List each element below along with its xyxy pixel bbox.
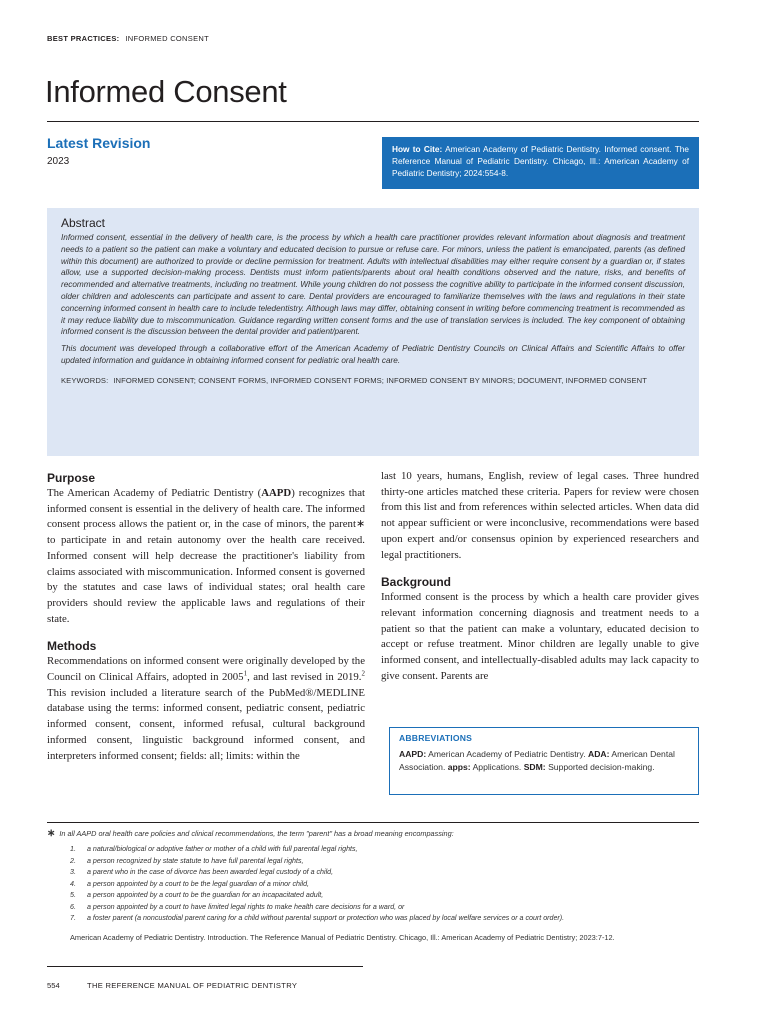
page-footer-divider [47, 966, 363, 967]
footnote-intro [47, 828, 454, 839]
page-title: Informed Consent [45, 74, 287, 109]
revision-label: Latest Revision [47, 135, 151, 151]
footnote-text: a foster parent (a noncustodial parent caring for a child without parental support or protection who was placed by local welfare services or a court order). [87, 914, 565, 922]
abbr-definition: Supported decision-making. [548, 761, 655, 772]
methods-text-2: , and last revised in 2019. [247, 671, 362, 684]
footnote-item [70, 903, 564, 915]
citation-text: American Academy of Pediatric Dentistry. Informed consent. The Reference Manual of Pediatric Dentistry. Chicago, Ill.: American Academy of Pediatric Dentistry; 2024:554-8. [392, 144, 689, 178]
footnote-item [70, 868, 564, 880]
keywords-label: KEYWORDS: [61, 375, 109, 385]
methods-heading: Methods [47, 639, 97, 654]
abbr-term: apps: [447, 761, 471, 772]
abbr-term: ADA: [587, 749, 610, 759]
abbreviations-box [389, 727, 699, 795]
footnote-number: 4. [70, 879, 76, 888]
methods-text-3: This revision included a literature search of the PubMed®/MEDLINE database using the terms: informed consent, pediatric consent, pediatric informed consent, consent, informed refusal, cultural background informed consent, linguistic background informed consent, and interpreters informed consent; fields: all; limits: within the [47, 686, 365, 762]
keywords-list: INFORMED CONSENT; CONSENT FORMS, INFORMED CONSENT FORMS; INFORMED CONSENT BY MINORS; DOCUMENT, INFORMED CONSENT [113, 375, 647, 385]
footnote-citation: American Academy of Pediatric Dentistry. Introduction. The Reference Manual of Pediatric Dentistry. Chicago, Ill.: American Academy of Pediatric Dentistry; 2023:7-12. [70, 933, 615, 942]
footnote-item [70, 845, 564, 857]
footnote-text: a person appointed by a court to be the legal guardian of a minor child, [87, 879, 310, 888]
footnote-text: a person recognized by state statute to have full parental legal rights, [87, 856, 304, 865]
keywords [61, 376, 685, 385]
footnote-number: 5. [70, 891, 76, 899]
citation-label: How to Cite: [392, 144, 443, 154]
footnote-divider [47, 822, 699, 823]
running-header [47, 34, 209, 43]
footnote-number: 7. [70, 914, 76, 922]
purpose-acronym: AAPD [261, 487, 292, 499]
purpose-heading: Purpose [47, 471, 96, 485]
footnote-item [70, 857, 564, 869]
methods-text-1: Recommendations on informed consent were originally developed by the Council on Clinical Affairs, adopted in 2005 [47, 655, 365, 684]
right-column [381, 469, 699, 684]
purpose-text-start: The American Academy of Pediatric Dentistry ( [47, 487, 262, 499]
title-divider [47, 121, 699, 122]
abbr-definition: American Dental Association. [399, 749, 675, 772]
manual-title: THE REFERENCE MANUAL OF PEDIATRIC DENTISTRY [87, 981, 298, 990]
revision-year: 2023 [47, 156, 70, 167]
page-number: 554 [47, 981, 60, 990]
header-section: BEST PRACTICES: [47, 34, 120, 43]
footnote-number: 6. [70, 902, 76, 911]
header-topic: INFORMED CONSENT [125, 34, 209, 43]
abstract-paragraph-1: Informed consent, essential in the delivery of health care, is the process by which a health care practitioner provides relevant information about diagnosis and treatment needs to a patient so the patient can make a voluntary and educated decision to pursue or refuse care. For minors, unless the patient is emancipated, parents (as defined within this document) are authorized to provide or decline permission for treatment. Adults with intellectual disabilities may either require consent by a guardian or, if states allow, use a supported decision-making process. Dentists must inform patients/parents about oral health conditions observed and the nature, risks, and benefits of recommended and alternative treatments, including no treatment. While young children do not possess the cognitive ability to participate in the informed consent discussion, older children and adolescents can participate and assent to care. Dental providers are encouraged to familiarize themselves with the laws and regulations in their state concerning informed consent in health care to include teledentistry. Although laws may differ, obtaining consent in writing before commencing treatment is recommended as it may reduce liability due to miscommunication. Guidance regarding written consent forms and the use of translation services is included. The key component of obtaining informed consent is the discussion between the dental provider and patient/parent. [61, 233, 685, 337]
abbr-definition: American Academy of Pediatric Dentistry. [428, 749, 586, 759]
abstract-paragraph-2: This document was developed through a collaborative effort of the American Academy of Pediatric Dentistry Councils on Clinical Affairs and Scientific Affairs to offer updated information and guidance in obtaining informed consent for pediatric oral health care. [61, 344, 685, 365]
footnote-item [70, 891, 564, 903]
footnote-intro-text: In all AAPD oral health care policies and clinical recommendations, the term "parent" has a broad meaning encompassing: [59, 829, 454, 838]
purpose-text-end: ) recognizes that informed consent is essential in the delivery of health care. The informed consent process allows the patient or, in the case of minors, the parent∗ to participate in and retain autonomy over the health care received. Informed consent will help decrease the practitioner's liability from claims associated with miscommunication. Informed consent is governed by the statutes and case laws of individual states; oral health care providers should review the applicable laws and regulations of their state. [47, 487, 365, 625]
footnote-item [70, 880, 564, 892]
reference-2: 2 [361, 669, 365, 678]
purpose-text [47, 486, 365, 627]
abstract-title: Abstract [61, 216, 106, 230]
footnote-number: 2. [70, 856, 76, 865]
footnote-text: a parent who in the case of divorce has been awarded legal custody of a child, [87, 868, 334, 876]
reference-1: 1 [243, 669, 248, 678]
footnote-number: 1. [70, 845, 76, 853]
abbreviations-title: ABBREVIATIONS [399, 733, 473, 743]
methods-text [47, 654, 365, 764]
footnote-star: ∗ [47, 828, 56, 839]
footnote-list [70, 845, 564, 926]
footnote-number: 3. [70, 868, 76, 876]
footnote-item [70, 914, 564, 926]
abstract-box [47, 208, 699, 456]
abbr-definition: Applications. [472, 761, 522, 772]
footnote-text: a person appointed by a court to have limited legal rights to make health care decisions for a ward, or [87, 902, 405, 911]
abbreviations-list [399, 748, 689, 773]
abbr-term: SDM: [523, 761, 546, 772]
footnote-text: a person appointed by a court to be the guardian for an incapacitated adult, [87, 891, 324, 899]
background-heading: Background [381, 575, 452, 590]
citation-box [382, 137, 699, 189]
abbr-term: AAPD: [399, 749, 427, 759]
left-column [47, 471, 365, 764]
footnote-text: a natural/biological or adoptive father or mother of a child with full parental legal rights, [87, 845, 358, 853]
background-text: Informed consent is the process by which a health care provider gives relevant information concerning diagnosis and treatment needs to a patient so that the patient can make a voluntary, educated decision to accept or refuse treatment. Minor children are legally unable to give informed consent, and intellectually-disabled adults may lack capacity to give consent. Parents are [381, 591, 699, 682]
methods-continued-text: last 10 years, humans, English, review of legal cases. Three hundred thirty-one articles matched these criteria. Papers for review were chosen from this list and from references within selected articles. When data did not appear sufficient or were inconclusive, recommendations were based upon expert and/or consensus opinion by experienced researchers and legal practitioners. [381, 470, 699, 561]
